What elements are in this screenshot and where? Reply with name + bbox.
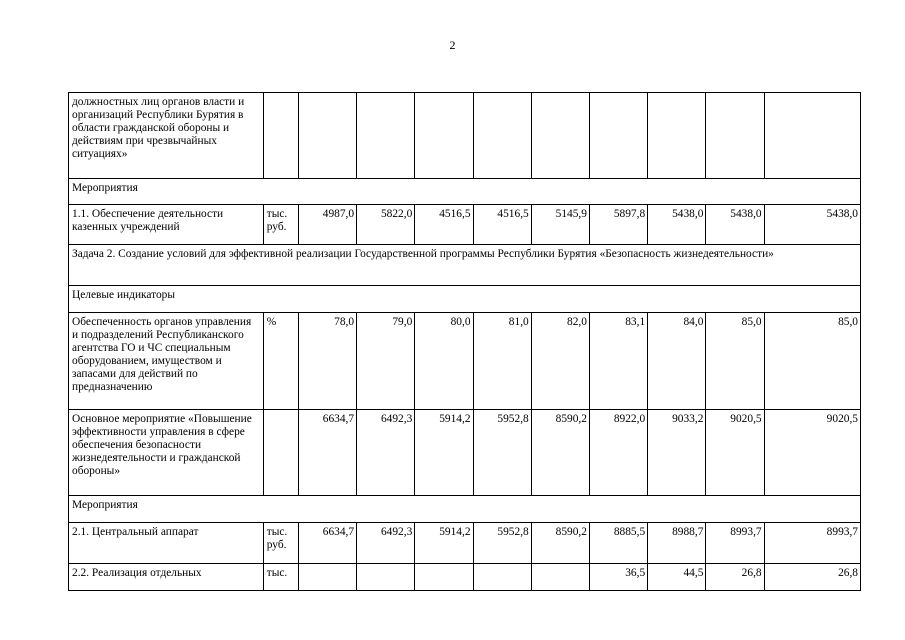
value-cell [706,93,764,179]
value-cell: 6492,3 [357,410,415,496]
value-cell [298,564,356,591]
value-cell: 9020,5 [706,410,764,496]
value-cell: 5952,8 [473,523,531,564]
value-cell [764,93,860,179]
value-cell [298,93,356,179]
unit-cell: тыс. руб. [263,205,298,245]
value-cell [531,564,589,591]
value-cell: 85,0 [764,313,860,410]
value-cell: 84,0 [648,313,706,410]
value-cell: 83,1 [589,313,647,410]
value-cell: 8590,2 [531,523,589,564]
value-cell: 8988,7 [648,523,706,564]
table-row [69,564,861,591]
row-name-cell: должностных лиц органов власти и организаций Республики Бурятия в области гражданской обороны и действиям при чрезвычайных ситуациях» [69,93,264,179]
value-cell: 6492,3 [357,523,415,564]
value-cell: 4516,5 [473,205,531,245]
value-cell: 26,8 [764,564,860,591]
table-row [69,313,861,410]
table-row [69,93,861,179]
table-row [69,523,861,564]
value-cell: 79,0 [357,313,415,410]
section-heading: Целевые индикаторы [69,286,861,313]
value-cell: 6634,7 [298,523,356,564]
value-cell: 5914,2 [415,523,473,564]
section-row [69,496,861,523]
value-cell: 36,5 [589,564,647,591]
row-name-cell: 1.1. Обеспечение деятельности казенных учреждений [69,205,264,245]
unit-cell: тыс. руб. [263,523,298,564]
value-cell: 5822,0 [357,205,415,245]
value-cell: 8885,5 [589,523,647,564]
table-row [69,410,861,496]
row-name-cell: 2.1. Центральный аппарат [69,523,264,564]
row-name-cell: 2.2. Реализация отдельных [69,564,264,591]
program-table [68,92,861,591]
section-row [69,286,861,313]
value-cell [473,564,531,591]
value-cell: 8922,0 [589,410,647,496]
value-cell: 4516,5 [415,205,473,245]
value-cell [531,93,589,179]
value-cell: 9020,5 [764,410,860,496]
value-cell [357,93,415,179]
value-cell: 78,0 [298,313,356,410]
table-row [69,205,861,245]
page-number: 2 [449,38,456,52]
value-cell: 82,0 [531,313,589,410]
unit-cell: % [263,313,298,410]
value-cell: 5438,0 [764,205,860,245]
section-heading: Задача 2. Создание условий для эффективной реализации Государственной программы Республики Бурятия «Безопасность жизнедеятельности» [69,245,861,286]
value-cell [357,564,415,591]
unit-cell: тыс. [263,564,298,591]
section-heading: Мероприятия [69,179,861,205]
value-cell: 8993,7 [764,523,860,564]
value-cell: 26,8 [706,564,764,591]
value-cell: 80,0 [415,313,473,410]
row-name-cell: Основное мероприятие «Повышение эффективности управления в сфере обеспечения безопасности жизнедеятельности и гражданской обороны» [69,410,264,496]
value-cell: 8590,2 [531,410,589,496]
value-cell [473,93,531,179]
row-name-cell: Обеспеченность органов управления и подразделений Республиканского агентства ГО и ЧС специальным оборудованием, имуществом и запасами для действий по предназначению [69,313,264,410]
value-cell: 6634,7 [298,410,356,496]
value-cell [589,93,647,179]
value-cell: 5897,8 [589,205,647,245]
value-cell: 5952,8 [473,410,531,496]
value-cell: 4987,0 [298,205,356,245]
value-cell: 5438,0 [706,205,764,245]
value-cell: 5914,2 [415,410,473,496]
value-cell: 5145,9 [531,205,589,245]
value-cell: 44,5 [648,564,706,591]
value-cell: 81,0 [473,313,531,410]
value-cell [648,93,706,179]
unit-cell [263,93,298,179]
value-cell: 85,0 [706,313,764,410]
value-cell [415,93,473,179]
value-cell: 8993,7 [706,523,764,564]
section-heading: Мероприятия [69,496,861,523]
section-row [69,245,861,286]
value-cell: 5438,0 [648,205,706,245]
value-cell: 9033,2 [648,410,706,496]
unit-cell [263,410,298,496]
value-cell [415,564,473,591]
section-row [69,179,861,205]
